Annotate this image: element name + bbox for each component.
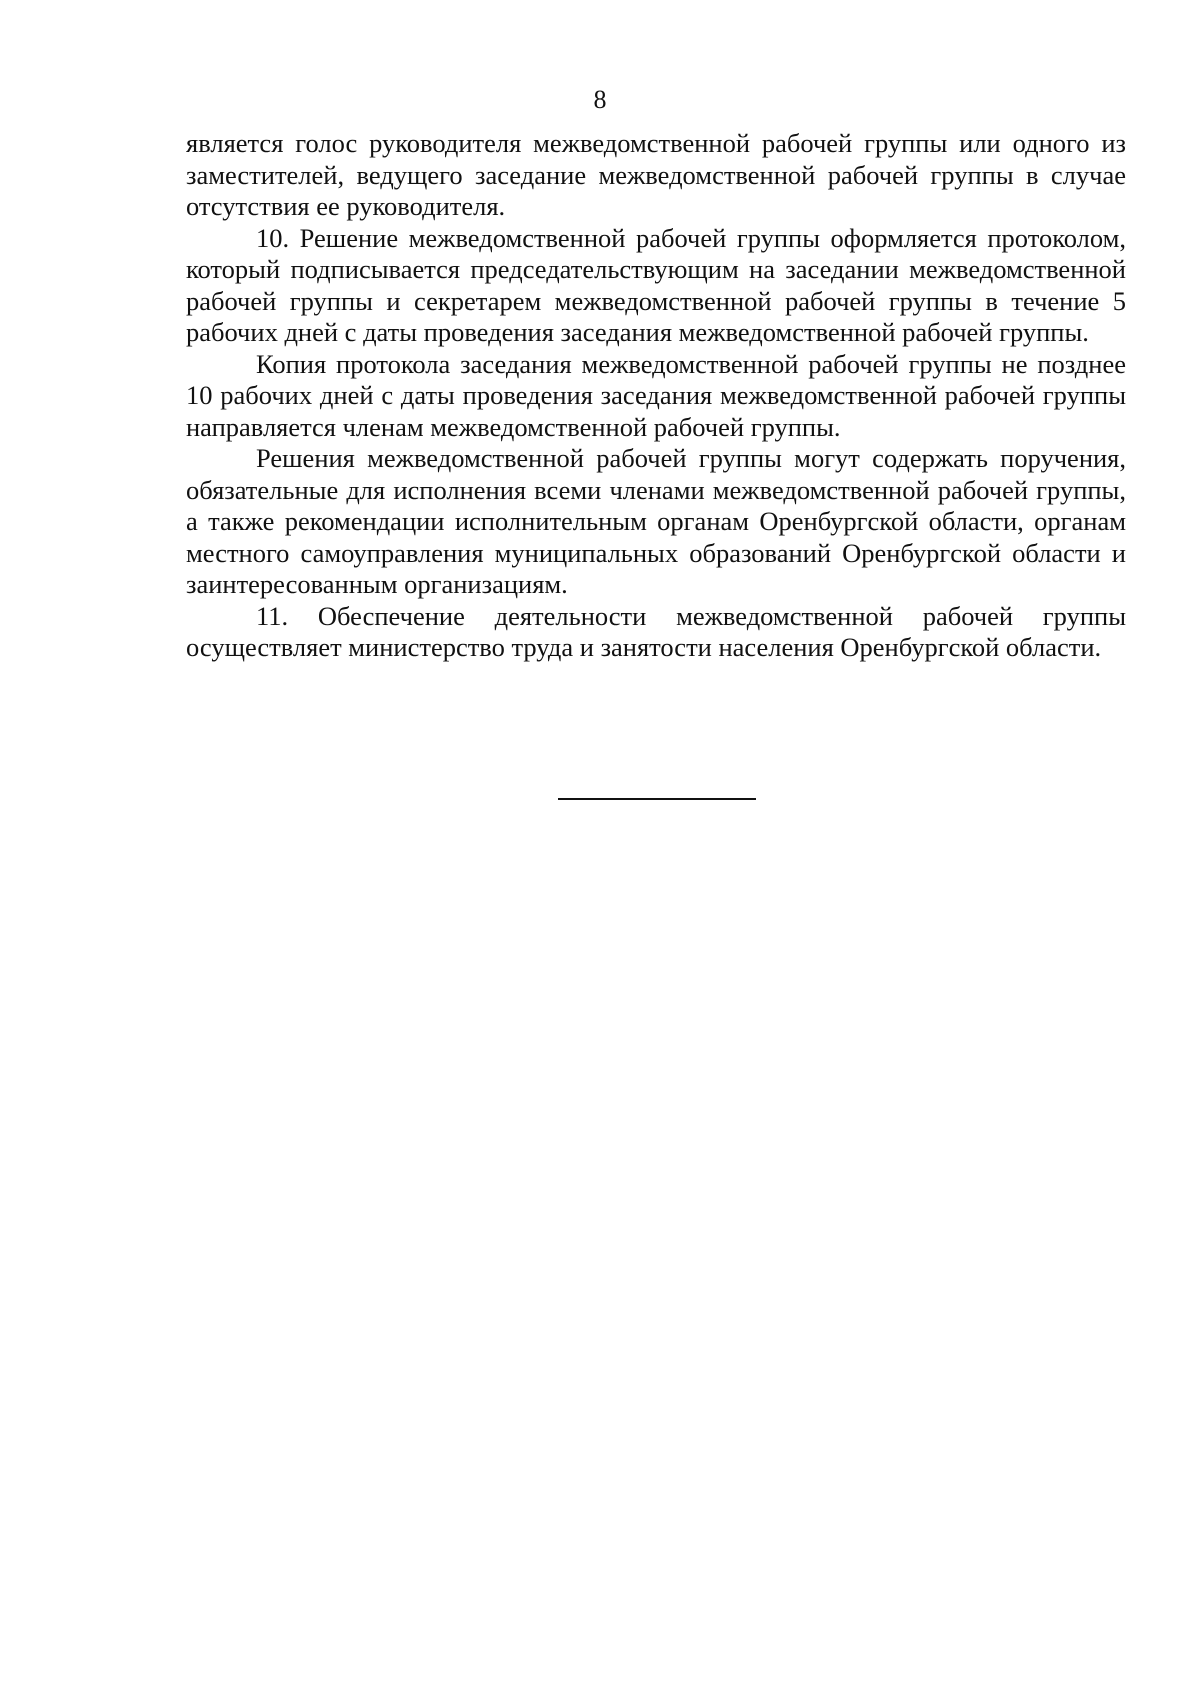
paragraph-protocol-copy: Копия протокола заседания межведомственной рабочей группы не позднее 10 рабочих дней с даты проведения заседания межведомственной рабочей группы направляется членам межведомственной рабочей группы. xyxy=(186,348,1126,442)
document-body xyxy=(186,128,1126,664)
paragraph-item-11: 11. Обеспечение деятельности межведомственной рабочей группы осуществляет министерство труда и занятости населения Оренбургской области. xyxy=(186,600,1126,662)
end-of-document-rule xyxy=(558,798,756,800)
paragraph-item-10: 10. Решение межведомственной рабочей группы оформляется протоколом, который подписывается председательствующим на заседании межведомственной рабочей группы и секретарем межведомственной рабочей группы в течение 5 рабочих дней с даты проведения заседания межведомственной рабочей группы. xyxy=(186,222,1126,347)
page-number: 8 xyxy=(593,85,607,114)
paragraph-decisions: Решения межведомственной рабочей группы могут содержать поручения, обязательные для исполнения всеми членами межведомственной рабочей группы, а также рекомендации исполнительным органам Оренбургской области, органам местного самоуправления муниципальных образований Оренбургской области и заинтересованным организациям. xyxy=(186,443,1126,599)
paragraph-continuation: является голос руководителя межведомственной рабочей группы или одного из заместителей, ведущего заседание межведомственной рабочей группы в случае отсутствия ее руководителя. xyxy=(186,128,1126,221)
